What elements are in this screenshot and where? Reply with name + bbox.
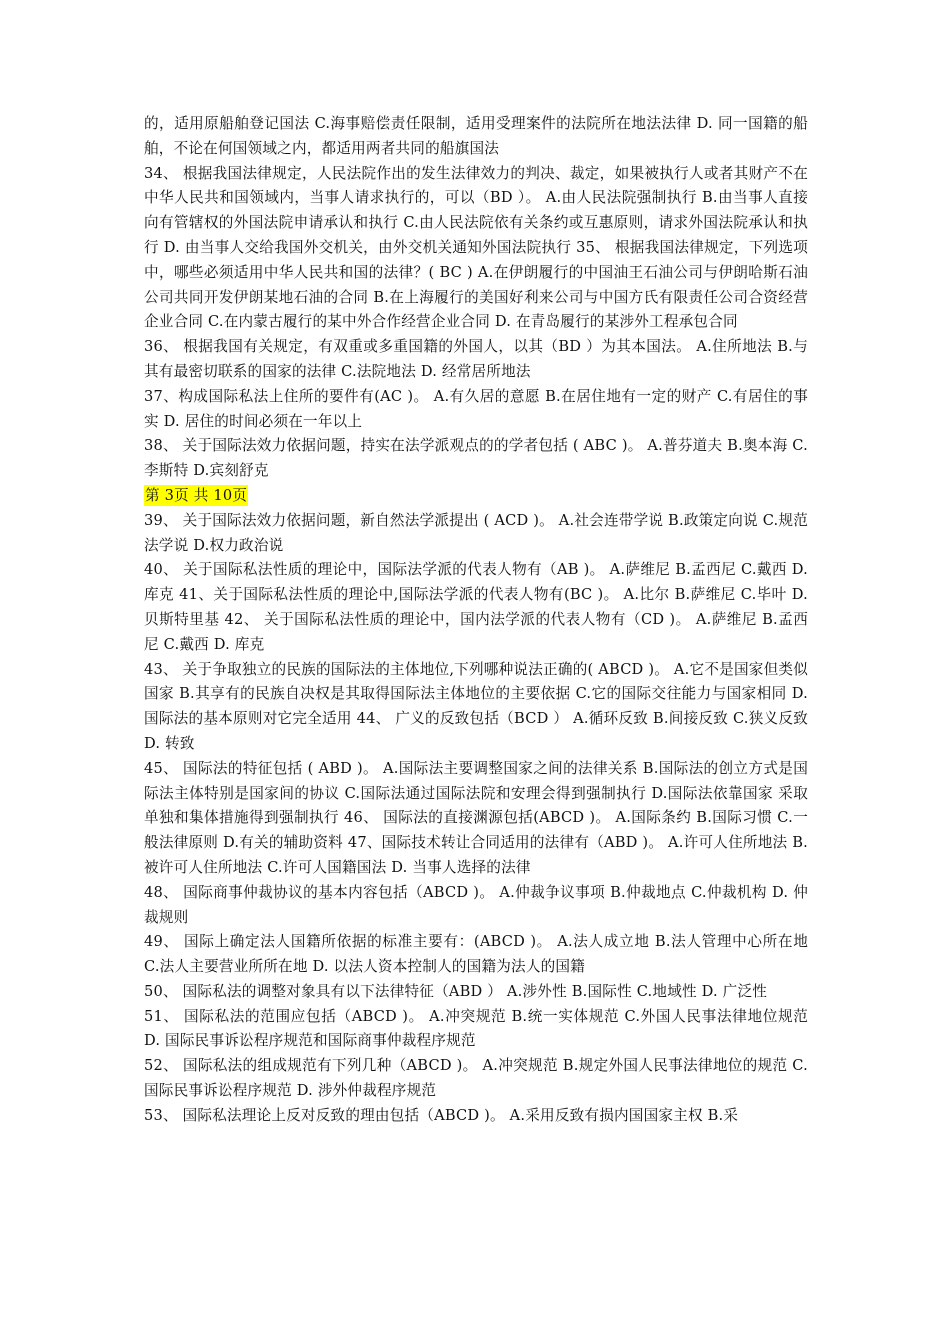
page-number-marker — [144, 484, 808, 509]
paragraph: 39、 关于国际法效力依据问题，新自然法学派提出 ( ACD )。 A.社会连带学说 B.政策定向说 C.规范法学说 D.权力政治说 — [144, 511, 808, 554]
paragraph: 50、 国际私法的调整对象具有以下法律特征（ABD ） A.涉外性 B.国际性 C.地域性 D. 广泛性 — [144, 982, 768, 1000]
paragraph: 43、 关于争取独立的民族的国际法的主体地位,下列哪种说法正确的( ABCD )。 A.它不是国家但类似国家 B.其享有的民族自决权是其取得国际法主体地位的主要依据 C.它的国际交往能力与国家相同 D.国际法的基本原则对它完全适用 44、 广义的反致包括（BCD ） A.循环反致 B.间接反致 C.狭义反致 D. 转致 — [144, 660, 808, 752]
paragraph: 52、 国际私法的组成规范有下列几种（ABCD )。 A.冲突规范 B.规定外国人民事法律地位的规范 C.国际民事诉讼程序规范 D. 涉外仲裁程序规范 — [144, 1057, 808, 1100]
document-page — [144, 112, 808, 1129]
paragraph: 36、 根据我国有关规定，有双重或多重国籍的外国人，以其（BD ）为其本国法。 A.住所地法 B.与其有最密切联系的国家的法律 C.法院地法 D. 经常居所地法 — [144, 338, 808, 380]
paragraph: 45、 国际法的特征包括 ( ABD )。 A.国际法主要调整国家之间的法律关系 B.国际法的创立方式是国际法主体特别是国家间的协议 C.国际法通过国际法院和安理会得到强制执行 D.国际法依靠国家 采取单独和集体措施得到强制执行 46、 国际法的直接渊源包括(ABCD )。 A.国际条约 B.国际习惯 C.一般法律原则 D.有关的辅助资料 47、国际技术转让合同适用的法律有（ABD )。 A.许可人住所地法 B.被许可人住所地法 C.许可人国籍国法 D. 当事人选择的法律 — [144, 759, 808, 876]
paragraph: 49、 国际上确定法人国籍所依据的标准主要有：(ABCD )。 A.法人成立地 B.法人管理中心所在地 C.法人主要营业所所在地 D. 以法人资本控制人的国籍为法人的国籍 — [144, 933, 808, 976]
paragraph: 40、 关于国际私法性质的理论中，国际法学派的代表人物有（AB )。 A.萨维尼 B.孟西尼 C.戴西 D. 库克 41、关于国际私法性质的理论中,国际法学派的代表人物有(BC )。 A.比尔 B.萨维尼 C.毕叶 D. 贝斯特里基 42、 关于国际私法性质的理论中，国内法学派的代表人物有（CD )。 A.萨维尼 B.孟西尼 C.戴西 D. 库克 — [144, 561, 808, 653]
paragraph: 的，适用原船舶登记国法 C.海事赔偿责任限制，适用受理案件的法院所在地法法律 D. 同一国籍的船舶，不论在何国领域之内，都适用两者共同的船旗国法 — [144, 115, 808, 157]
paragraph: 48、 国际商事仲裁协议的基本内容包括（ABCD )。 A.仲裁争议事项 B.仲裁地点 C.仲裁机构 D. 仲裁规则 — [144, 883, 808, 926]
paragraph: 37、构成国际私法上住所的要件有(AC )。 A.有久居的意愿 B.在居住地有一定的财产 C.有居住的事实 D. 居住的时间必须在一年以上 — [144, 387, 808, 430]
paragraph: 38、 关于国际法效力依据问题，持实在法学派观点的的学者包括 ( ABC )。 A.普芬道夫 B.奥本海 C.李斯特 D.宾刻舒克 — [144, 437, 808, 480]
paragraph: 53、 国际私法理论上反对反致的理由包括（ABCD )。 A.采用反致有损内国国家主权 B.采 — [144, 1106, 739, 1124]
page-number-highlight: 第 3页 共 10页 — [145, 486, 248, 504]
paragraph: 34、 根据我国法律规定，人民法院作出的发生法律效力的判决、裁定，如果被执行人或者其财产不在中华人民共和国领域内，当事人请求执行的，可以（BD ）。 A.由人民法院强制执行 B.由当事人直接向有管辖权的外国法院申请承认和执行 C.由人民法院依有关条约或互惠原则，请求外国法院承认和执行 D. 由当事人交给我国外交机关，由外交机关通知外国法院执行 35、 根据我国法律规定，下列选项中，哪些必须适用中华人民共和国的法律？( BC ) A.在伊朗履行的中国油王石油公司与伊朗哈斯石油公司共同开发伊朗某地石油的合同 B.在上海履行的美国好利来公司与中国方氏有限责任公司合资经营企业合同 C.在内蒙古履行的某中外合作经营企业合同 D. 在青岛履行的某涉外工程承包合同 — [144, 164, 808, 331]
paragraph: 51、 国际私法的范围应包括（ABCD )。 A.冲突规范 B.统一实体规范 C.外国人民事法律地位规范 D. 国际民事诉讼程序规范和国际商事仲裁程序规范 — [144, 1007, 808, 1050]
